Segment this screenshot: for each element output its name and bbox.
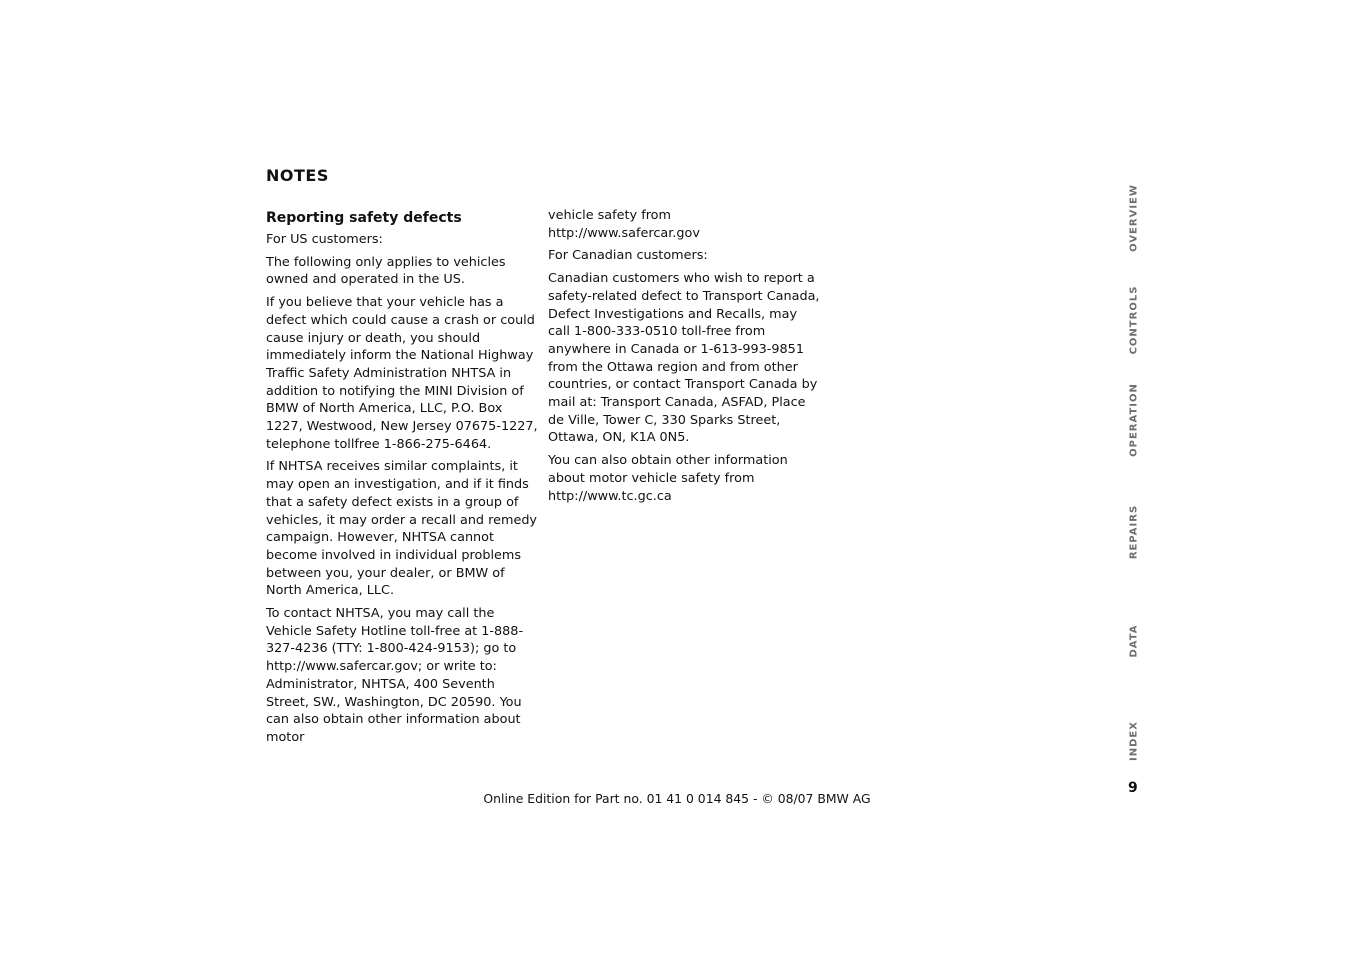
paragraph-tc-info: You can also obtain other information about motor vehicle safety from http://www.tc.gc.ca [548,453,788,504]
paragraph-us-only: The following only applies to vehicles owned and operated in the US. [266,254,506,288]
paragraph-nhtsa-complaints: If NHTSA receives similar complaints, it may open an investigation, and if it finds that a safety defect exists in a group of vehicles, it may order a recall and remedy campaign. However, NHTSA cannot become involved in individual problems between you, your dealer, or BMW of North America, LLC. [266,459,538,599]
paragraph-contact-nhtsa: To contact NHTSA, you may call the Vehicle Safety Hotline toll-free at 1-888-327-4236 (TTY: 1-800-424-9153); go to http://www.safercar.gov; or write to: Administrator, NHTSA, 400 Seventh Street, SW., Washington, DC 20590. You can also obtain other information about motor [266,606,524,745]
side-tab-index[interactable]: INDEX [1128,721,1140,761]
paragraph-canadian-customers: For Canadian customers: [548,248,708,264]
section-heading: Reporting safety defects [266,210,462,226]
page-number: 9 [1128,780,1138,796]
paragraph-report-defect: If you believe that your vehicle has a defect which could cause a crash or could cause injury or death, you should immediately inform the National Highway Traffic Safety Administration NHTSA in addition to notifying the MINI Division of BMW of North America, LLC, P.O. Box 1227, Westwood, New Jersey 07675-1227, telephone tollfree 1-866-275-6464. [266,295,538,452]
right-column [548,207,820,510]
page-title: NOTES [266,166,329,185]
left-column [266,207,538,752]
side-tab-controls[interactable]: CONTROLS [1128,285,1140,355]
side-tab-data[interactable]: DATA [1128,624,1140,658]
paragraph-transport-canada: Canadian customers who wish to report a safety-related defect to Transport Canada, Defect Investigations and Recalls, may call 1-800-333-0510 toll-free from anywhere in Canada or 1-613-993-9851 from the Ottawa region and from other countries, or contact Transport Canada by mail at: Transport Canada, ASFAD, Place de Ville, Tower C, 330 Sparks Street, Ottawa, ON, K1A 0N5. [548,271,820,446]
footer-edition-note: Online Edition for Part no. 01 41 0 014 845 - © 08/07 BMW AG [483,791,871,806]
side-tab-operation[interactable]: OPERATION [1128,383,1140,457]
paragraph-safercar-continued: vehicle safety from http://www.safercar.gov [548,208,700,241]
paragraph-us-customers: For US customers: [266,232,383,247]
side-tab-overview[interactable]: OVERVIEW [1128,184,1140,252]
side-tab-repairs[interactable]: REPAIRS [1128,504,1140,560]
